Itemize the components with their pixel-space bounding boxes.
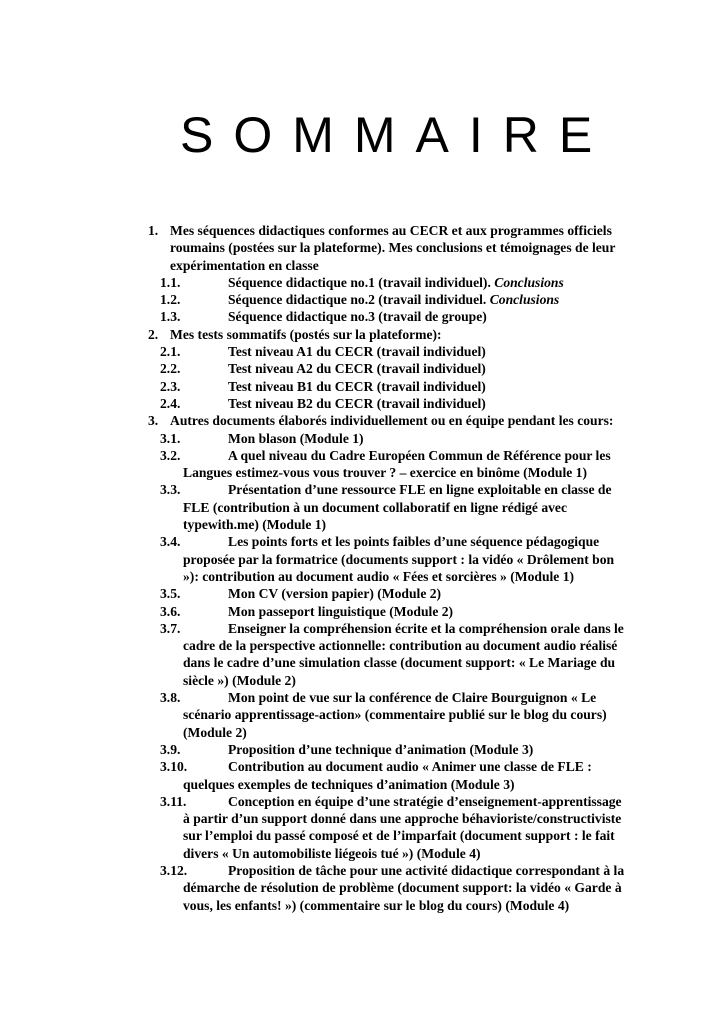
entry-title [148,395,668,412]
entry-title [148,533,668,550]
toc-entry-line [148,343,668,360]
entry-title-continued: proposée par la formatrice (documents support : la vidéo « Drôlement bon [183,551,615,567]
section-title: Mes tests sommatifs (postés sur la plateforme): [170,326,442,342]
entry-title [148,741,668,758]
entry-title [148,793,668,810]
entry-conclusions: Conclusions [489,292,560,308]
toc-entry-line [148,741,668,758]
entry-title-continued: FLE (contribution à un document collaboratif en ligne rédigé avec [183,499,568,515]
entry-title-text: Séquence didactique no.2 (travail individuel. [228,292,490,308]
entry-title [148,689,668,706]
toc-entry-line [148,533,668,550]
entry-number: 2.4. [160,395,181,411]
entry-number: 3.6. [160,603,181,619]
entry-title [148,862,668,879]
entry-number: 3.12. [160,862,188,878]
entry-title-continued: dans le cadre d’une simulation classe (document support: « Le Mariage du [183,655,616,671]
entry-title [148,603,668,620]
section-line [148,257,668,274]
section-number: 1. [148,223,159,238]
entry-title [148,343,668,360]
entry-title-continued: démarche de résolution de problème (document support: la vidéo « Garde à [183,880,622,896]
entry-number: 3.10. [160,759,188,775]
page-title: SOMMAIRE [180,107,613,163]
entry-number: 3.8. [160,690,181,706]
entry-title [148,620,668,637]
toc-entry-line [148,897,668,914]
toc-entry-line [148,654,668,671]
entry-number: 2.2. [160,361,181,377]
entry-title-text: Contribution au document audio « Animer une classe de FLE : [228,759,592,775]
entry-title [148,430,668,447]
entry-title-text: Test niveau B2 du CECR (travail individuel) [228,395,486,411]
entry-number: 3.4. [160,534,181,550]
toc-entry-line [148,810,668,827]
entry-title-text: Mon passeport linguistique (Module 2) [228,603,454,619]
toc-entry-line [148,827,668,844]
entry-title-continued: »): contribution au document audio « Fées et sorcières » (Module 1) [183,568,575,584]
entry-title-continued: scénario apprentissage-action» (commentaire publié sur le blog du cours) [183,707,607,723]
entry-title-text: Enseigner la compréhension écrite et la compréhension orale dans le [228,620,624,636]
toc-entry-line [148,378,668,395]
section-title: Autres documents élaborés individuellement ou en équipe pendant les cours: [170,413,614,429]
toc-entry-line [148,672,668,689]
section-title-continued: roumains (postées sur la plateforme). Mes conclusions et témoignages de leur [170,240,616,256]
entry-title [148,378,668,395]
section-line [148,222,668,239]
toc-entry-line [148,568,668,585]
toc-entry-line [148,585,668,602]
entry-title-text: Test niveau B1 du CECR (travail individuel) [228,378,486,394]
toc-entry-line [148,447,668,464]
section-title: Mes séquences didactiques conformes au CECR et aux programmes officiels [170,223,612,238]
entry-title-text: Proposition d’une technique d’animation (Module 3) [228,741,534,757]
entry-title [148,585,668,602]
toc-entry-line [148,724,668,741]
entry-title-text: A quel niveau du Cadre Européen Commun de Référence pour les [228,447,611,463]
entry-title-continued: Langues estimez-vous vous trouver ? – exercice en binôme (Module 1) [183,465,587,481]
entry-title [148,274,668,291]
entry-title [148,308,668,325]
entry-title-continued: siècle ») (Module 2) [183,672,296,688]
entry-title-continued: divers « Un automobiliste liégeois tué ») (Module 4) [183,845,481,861]
entry-number: 3.7. [160,620,181,636]
toc-entry-line [148,862,668,879]
entry-title-text: Séquence didactique no.1 (travail individuel). [228,274,495,290]
toc-entry-line [148,793,668,810]
toc-entry-line [148,879,668,896]
entry-title-continued: à partir d’un support donné dans une approche béhavioriste/constructiviste [183,811,622,827]
entry-title-continued: quelques exemples de techniques d’animation (Module 3) [183,776,515,792]
entry-number: 3.11. [160,793,187,809]
entry-title [148,360,668,377]
toc-entry-line [148,551,668,568]
section-line [148,239,668,256]
entry-title-text: Test niveau A2 du CECR (travail individuel) [228,361,486,377]
section-line [148,326,668,343]
entry-title-continued: vous, les enfants! ») (commentaire sur le blog du cours) (Module 4) [183,897,570,913]
entry-title-continued: typewith.me) (Module 1) [183,517,327,533]
entry-title-text: Présentation d’une ressource FLE en ligne exploitable en classe de [228,482,612,498]
entry-number: 1.1. [160,274,181,290]
entry-title-text: Conception en équipe d’une stratégie d’enseignement-apprentissage [228,793,622,809]
toc-entry-line [148,845,668,862]
toc-entry-line [148,603,668,620]
entry-title [148,291,668,308]
entry-number: 3.5. [160,586,181,602]
entry-title-text: Séquence didactique no.3 (travail de groupe) [228,309,487,325]
entry-title [148,758,668,775]
toc-entry-line [148,308,668,325]
entry-number: 2.1. [160,344,181,360]
entry-title-text: Mon blason (Module 1) [228,430,364,446]
entry-title-continued: (Module 2) [183,724,247,740]
toc-entry-line [148,516,668,533]
toc-entry-line [148,499,668,516]
section-number: 2. [148,326,159,342]
toc-entry-line [148,481,668,498]
entry-title-text: Mon CV (version papier) (Module 2) [228,586,442,602]
toc-entry-line [148,430,668,447]
entry-number: 3.3. [160,482,181,498]
toc-entry-line [148,706,668,723]
entry-number: 2.3. [160,378,181,394]
section-number: 3. [148,413,159,429]
section-line [148,412,668,429]
section-title-continued: expérimentation en classe [170,257,319,273]
entry-number: 3.1. [160,430,181,446]
entry-title-text: Test niveau A1 du CECR (travail individuel) [228,344,486,360]
toc-entry-line [148,776,668,793]
entry-title [148,447,668,464]
entry-number: 3.9. [160,741,181,757]
entry-title-text: Mon point de vue sur la conférence de Claire Bourguignon « Le [228,690,597,706]
toc-entry-line [148,395,668,412]
entry-title-continued: sur l’emploi du passé composé et de l’imparfait (document support : le fait [183,828,615,844]
toc-entry-line [148,689,668,706]
toc-entry-line [148,637,668,654]
entry-number: 1.2. [160,292,181,308]
table-of-contents [148,222,668,914]
entry-title-text: Les points forts et les points faibles d’une séquence pédagogique [228,534,600,550]
entry-title-continued: cadre de la perspective actionnelle: contribution au document audio réalisé [183,638,618,654]
toc-entry-line [148,758,668,775]
entry-title [148,481,668,498]
toc-entry-line [148,360,668,377]
entry-title-text: Proposition de tâche pour une activité didactique correspondant à la [228,862,625,878]
entry-number: 3.2. [160,447,181,463]
toc-entry-line [148,620,668,637]
toc-entry-line [148,291,668,308]
toc-entry-line [148,464,668,481]
toc-entry-line [148,274,668,291]
entry-conclusions: Conclusions [494,274,564,290]
entry-number: 1.3. [160,309,181,325]
